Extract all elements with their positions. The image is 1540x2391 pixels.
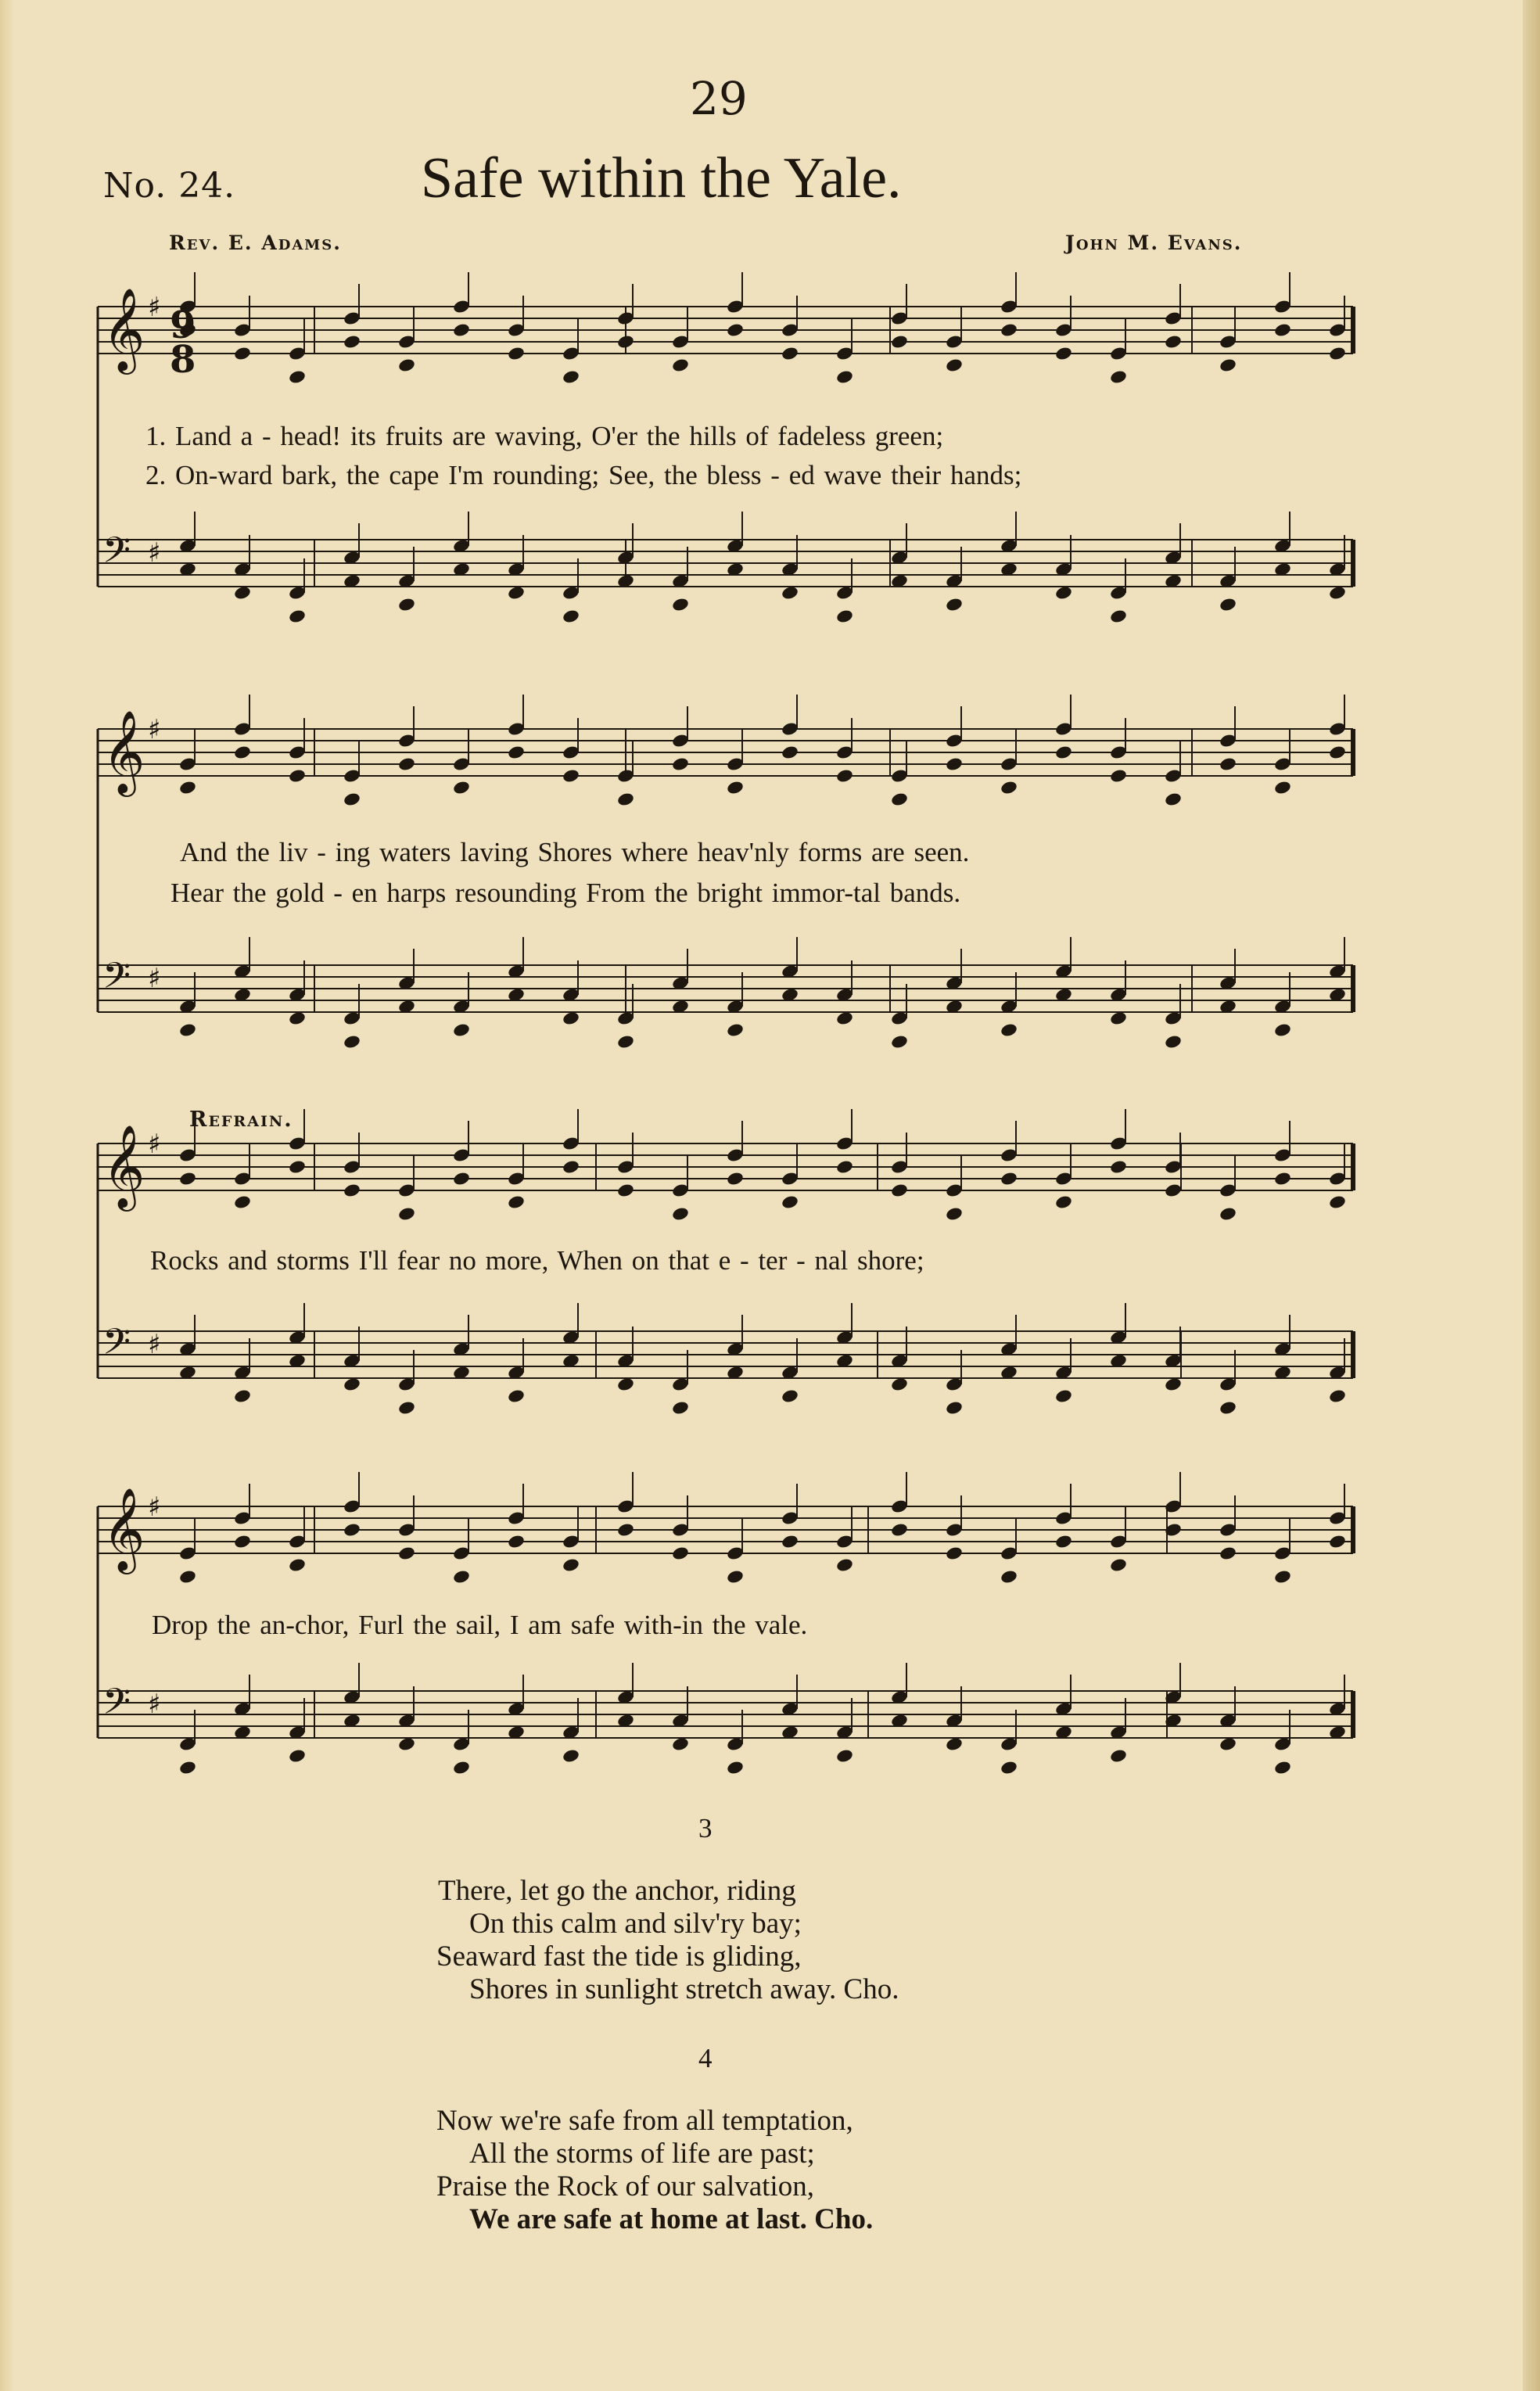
note-head xyxy=(288,1557,307,1573)
note-head xyxy=(835,609,854,624)
note-head xyxy=(452,1022,471,1038)
note-head xyxy=(397,1206,416,1222)
note-head xyxy=(233,346,252,361)
note-head xyxy=(1000,780,1018,795)
note-head xyxy=(835,768,854,784)
note-head xyxy=(835,369,854,385)
note-head xyxy=(562,609,580,624)
note-head xyxy=(835,1557,854,1573)
note-head xyxy=(835,1011,854,1026)
note-head xyxy=(671,1206,690,1222)
note-head xyxy=(1054,1194,1073,1210)
note-head xyxy=(1000,1569,1018,1585)
note-head xyxy=(288,1748,307,1764)
note-head xyxy=(233,1194,252,1210)
time-signature-top: 9 xyxy=(170,303,196,347)
note-head xyxy=(1164,1377,1183,1392)
note-head xyxy=(890,1522,909,1538)
note-head xyxy=(562,1557,580,1573)
note-head xyxy=(726,1171,745,1187)
treble-clef-icon: 𝄞 xyxy=(102,287,145,371)
note-head xyxy=(890,792,909,807)
note-head xyxy=(671,1546,690,1561)
note-head xyxy=(616,1183,635,1198)
hymn-author: Rev. E. Adams. xyxy=(169,232,342,254)
note-head xyxy=(945,1206,964,1222)
note-head xyxy=(726,322,745,338)
note-head xyxy=(507,346,526,361)
treble-clef-icon: 𝄞 xyxy=(102,709,145,793)
note-head xyxy=(288,768,307,784)
refrain-line-2: Drop the an-chor, Furl the sail, I am safe with-in the vale. xyxy=(152,1610,808,1640)
note-head xyxy=(616,792,635,807)
note-head xyxy=(671,357,690,373)
note-head xyxy=(507,585,526,601)
note-head xyxy=(1164,334,1183,350)
stanza-3-line-2: On this calm and silv'ry bay; xyxy=(469,1908,802,1940)
note-head xyxy=(1328,1194,1347,1210)
note-head xyxy=(562,1748,580,1764)
time-signature-bottom: 8 xyxy=(170,338,196,382)
hymn-composer: John M. Evans. xyxy=(1065,232,1243,254)
note-head xyxy=(1000,1022,1018,1038)
note-head xyxy=(562,369,580,385)
note-head xyxy=(1219,756,1237,772)
note-head xyxy=(288,1159,307,1175)
note-head xyxy=(781,346,799,361)
note-head xyxy=(1219,1736,1237,1752)
treble-clef-icon: 𝄞 xyxy=(102,1124,145,1208)
note-head xyxy=(726,1760,745,1775)
note-head xyxy=(781,1388,799,1404)
note-head xyxy=(288,369,307,385)
note-head xyxy=(1054,585,1073,601)
note-head xyxy=(1109,1557,1128,1573)
sharp-icon: ♯ xyxy=(148,1689,161,1720)
stanza-3-line-1: There, let go the anchor, riding xyxy=(438,1875,796,1907)
note-head xyxy=(397,756,416,772)
note-head xyxy=(1109,1748,1128,1764)
note-head xyxy=(671,1400,690,1416)
note-head xyxy=(1054,745,1073,760)
note-head xyxy=(1219,357,1237,373)
stanza-4-line-1: Now we're safe from all temptation, xyxy=(436,2105,853,2137)
refrain-label: Refrain. xyxy=(189,1108,293,1132)
note-head xyxy=(452,1760,471,1775)
refrain-line-1: Rocks and storms I'll fear no more, When on that e - ter - nal shore; xyxy=(150,1245,924,1276)
note-head xyxy=(726,780,745,795)
sharp-icon: ♯ xyxy=(148,1329,161,1360)
note-head xyxy=(1164,792,1183,807)
note-head xyxy=(1328,585,1347,601)
note-head xyxy=(781,585,799,601)
note-head xyxy=(835,1748,854,1764)
note-head xyxy=(343,1522,361,1538)
note-head xyxy=(1164,1183,1183,1198)
note-head xyxy=(890,1377,909,1392)
note-head xyxy=(945,357,964,373)
verse-line-1-2: 2. On-ward bark, the cape I'm rounding; See, the bless - ed wave their hands; xyxy=(145,460,1022,490)
note-head xyxy=(1273,1171,1292,1187)
note-head xyxy=(1328,1534,1347,1549)
note-head xyxy=(945,1546,964,1561)
note-head xyxy=(343,1377,361,1392)
note-head xyxy=(945,597,964,612)
note-head xyxy=(562,1159,580,1175)
note-head xyxy=(1273,780,1292,795)
hymn-title: Safe within the Yale. xyxy=(421,146,902,210)
note-head xyxy=(233,1534,252,1549)
note-head xyxy=(726,1569,745,1585)
note-head xyxy=(726,1022,745,1038)
note-head xyxy=(397,597,416,612)
note-head xyxy=(1328,745,1347,760)
note-head xyxy=(1109,369,1128,385)
note-head xyxy=(233,1388,252,1404)
sharp-icon: ♯ xyxy=(148,292,161,323)
note-head xyxy=(1054,1388,1073,1404)
note-head xyxy=(890,1034,909,1050)
verse-line-1-1: 1. Land a - head! its fruits are waving, O'er the hills of fadeless green; xyxy=(145,421,944,451)
note-head xyxy=(1000,1760,1018,1775)
note-head xyxy=(233,585,252,601)
note-head xyxy=(288,609,307,624)
page-number: 29 xyxy=(690,72,748,125)
verse-line-2-1: And the liv - ing waters laving Shores where heav'nly forms are seen. xyxy=(180,837,970,867)
note-head xyxy=(343,1183,361,1198)
note-head xyxy=(781,1194,799,1210)
note-head xyxy=(671,597,690,612)
note-head xyxy=(1219,1400,1237,1416)
note-head xyxy=(1273,1022,1292,1038)
note-head xyxy=(452,322,471,338)
note-head xyxy=(781,745,799,760)
note-head xyxy=(616,1377,635,1392)
stanza-4-line-2: All the storms of life are past; xyxy=(469,2138,815,2170)
stanza-number-3: 3 xyxy=(698,1813,713,1844)
note-head xyxy=(835,1159,854,1175)
note-head xyxy=(1109,609,1128,624)
note-head xyxy=(178,1569,197,1585)
note-head xyxy=(452,1171,471,1187)
note-head xyxy=(562,768,580,784)
note-head xyxy=(397,1546,416,1561)
note-head xyxy=(890,1183,909,1198)
note-head xyxy=(1328,346,1347,361)
note-head xyxy=(945,1736,964,1752)
sharp-icon: ♯ xyxy=(148,1129,161,1160)
sharp-icon: ♯ xyxy=(148,714,161,745)
verse-line-2-2: Hear the gold - en harps resounding From the bright immor-tal bands. xyxy=(171,878,961,908)
note-head xyxy=(507,745,526,760)
bass-clef-icon: 𝄢 xyxy=(102,1681,131,1732)
hymn-number: No. 24. xyxy=(103,166,236,206)
note-head xyxy=(616,1034,635,1050)
note-head xyxy=(233,745,252,760)
note-head xyxy=(671,1736,690,1752)
note-head xyxy=(1000,322,1018,338)
note-head xyxy=(1273,322,1292,338)
note-head xyxy=(616,334,635,350)
note-head xyxy=(397,357,416,373)
note-head xyxy=(288,1011,307,1026)
note-head xyxy=(1328,1388,1347,1404)
note-head xyxy=(1219,597,1237,612)
stanza-number-4: 4 xyxy=(698,2043,713,2073)
note-head xyxy=(1219,1206,1237,1222)
note-head xyxy=(397,1400,416,1416)
note-head xyxy=(343,1034,361,1050)
note-head xyxy=(1054,346,1073,361)
note-head xyxy=(397,1736,416,1752)
note-head xyxy=(1109,768,1128,784)
note-head xyxy=(343,792,361,807)
note-head xyxy=(1273,1760,1292,1775)
note-head xyxy=(781,1534,799,1549)
note-head xyxy=(178,780,197,795)
note-head xyxy=(1054,1534,1073,1549)
note-head xyxy=(507,1534,526,1549)
stanza-4-line-3: Praise the Rock of our salvation, xyxy=(436,2170,814,2203)
note-head xyxy=(1164,1034,1183,1050)
note-head xyxy=(1000,1171,1018,1187)
note-head xyxy=(1219,1546,1237,1561)
note-head xyxy=(1273,1569,1292,1585)
note-head xyxy=(890,334,909,350)
bass-clef-icon: 𝄢 xyxy=(102,530,131,580)
note-head xyxy=(507,1388,526,1404)
note-head xyxy=(671,756,690,772)
note-head xyxy=(452,1569,471,1585)
treble-clef-icon: 𝄞 xyxy=(102,1487,145,1571)
bass-clef-icon: 𝄢 xyxy=(102,1321,131,1372)
sharp-icon: ♯ xyxy=(148,1492,161,1523)
note-head xyxy=(178,1022,197,1038)
sharp-icon: ♯ xyxy=(148,537,161,569)
note-head xyxy=(178,1171,197,1187)
note-head xyxy=(616,1522,635,1538)
note-head xyxy=(1109,1011,1128,1026)
note-head xyxy=(562,1011,580,1026)
note-head xyxy=(507,1194,526,1210)
note-head xyxy=(178,1760,197,1775)
note-head xyxy=(945,756,964,772)
stanza-3-line-3: Seaward fast the tide is gliding, xyxy=(436,1940,802,1973)
stanza-3-line-4: Shores in sunlight stretch away. Cho. xyxy=(469,1973,899,2005)
note-head xyxy=(452,780,471,795)
stanza-4-line-4: We are safe at home at last. Cho. xyxy=(469,2203,874,2235)
bass-clef-icon: 𝄢 xyxy=(102,955,131,1006)
note-head xyxy=(343,334,361,350)
note-head xyxy=(1109,1159,1128,1175)
sharp-icon: ♯ xyxy=(148,963,161,994)
note-head xyxy=(945,1400,964,1416)
